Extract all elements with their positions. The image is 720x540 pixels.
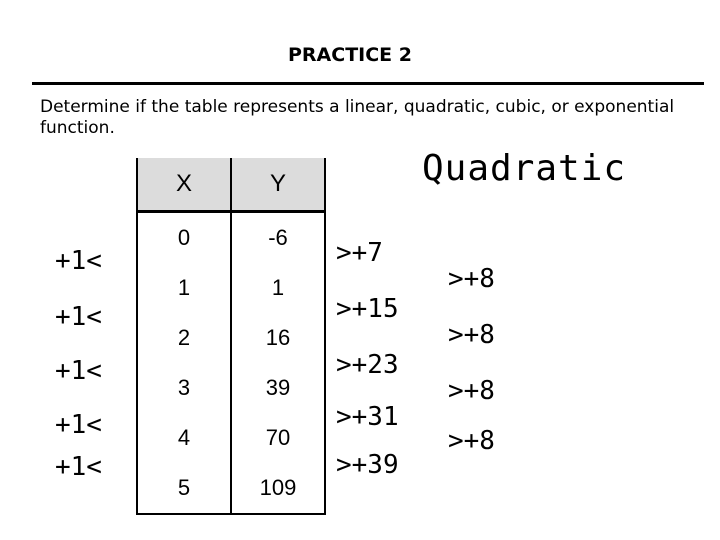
x-difference-label: +1<: [55, 302, 102, 332]
x-difference-label: +1<: [55, 356, 102, 386]
table-cell-x: 4: [137, 413, 231, 463]
table-cell-y: 16: [265, 325, 291, 350]
second-difference-label: >+8: [448, 426, 495, 456]
first-difference-label: >+15: [336, 294, 399, 324]
question-prompt: Determine if the table represents a linear, quadratic, cubic, or exponential function.: [40, 97, 675, 138]
table-row: [137, 413, 325, 463]
table-row: [137, 363, 325, 413]
table-row: [137, 463, 325, 514]
table-row: [137, 263, 325, 313]
first-difference-label: >+7: [336, 238, 383, 268]
column-header-y: Y: [231, 158, 325, 212]
handwritten-answer: Quadratic: [422, 148, 627, 189]
table-cell-y: 109: [259, 475, 297, 500]
second-difference-label: >+8: [448, 264, 495, 294]
second-difference-label: >+8: [448, 320, 495, 350]
table-cell-x: 3: [137, 363, 231, 413]
table-row: [137, 212, 325, 264]
first-difference-label: >+39: [336, 450, 399, 480]
x-difference-label: +1<: [55, 410, 102, 440]
table-header-row: [137, 158, 325, 212]
xy-table: [136, 158, 326, 515]
table-row: [137, 313, 325, 363]
page-title: PRACTICE 2: [288, 44, 412, 66]
x-difference-label: +1<: [55, 246, 102, 276]
first-difference-label: >+23: [336, 350, 399, 380]
column-header-x: X: [137, 158, 231, 212]
table-cell-y: -6: [268, 225, 288, 250]
table-cell-x: 2: [137, 313, 231, 363]
table-cell-x: 1: [137, 263, 231, 313]
table-cell-x: 0: [137, 212, 231, 264]
title-underline: [32, 82, 704, 85]
x-difference-label: +1<: [55, 452, 102, 482]
first-difference-label: >+31: [336, 402, 399, 432]
table-cell-y: 39: [265, 375, 291, 400]
table-cell-y: 1: [271, 275, 285, 300]
table-cell-x: 5: [137, 463, 231, 514]
second-difference-label: >+8: [448, 376, 495, 406]
table-cell-y: 70: [265, 425, 291, 450]
